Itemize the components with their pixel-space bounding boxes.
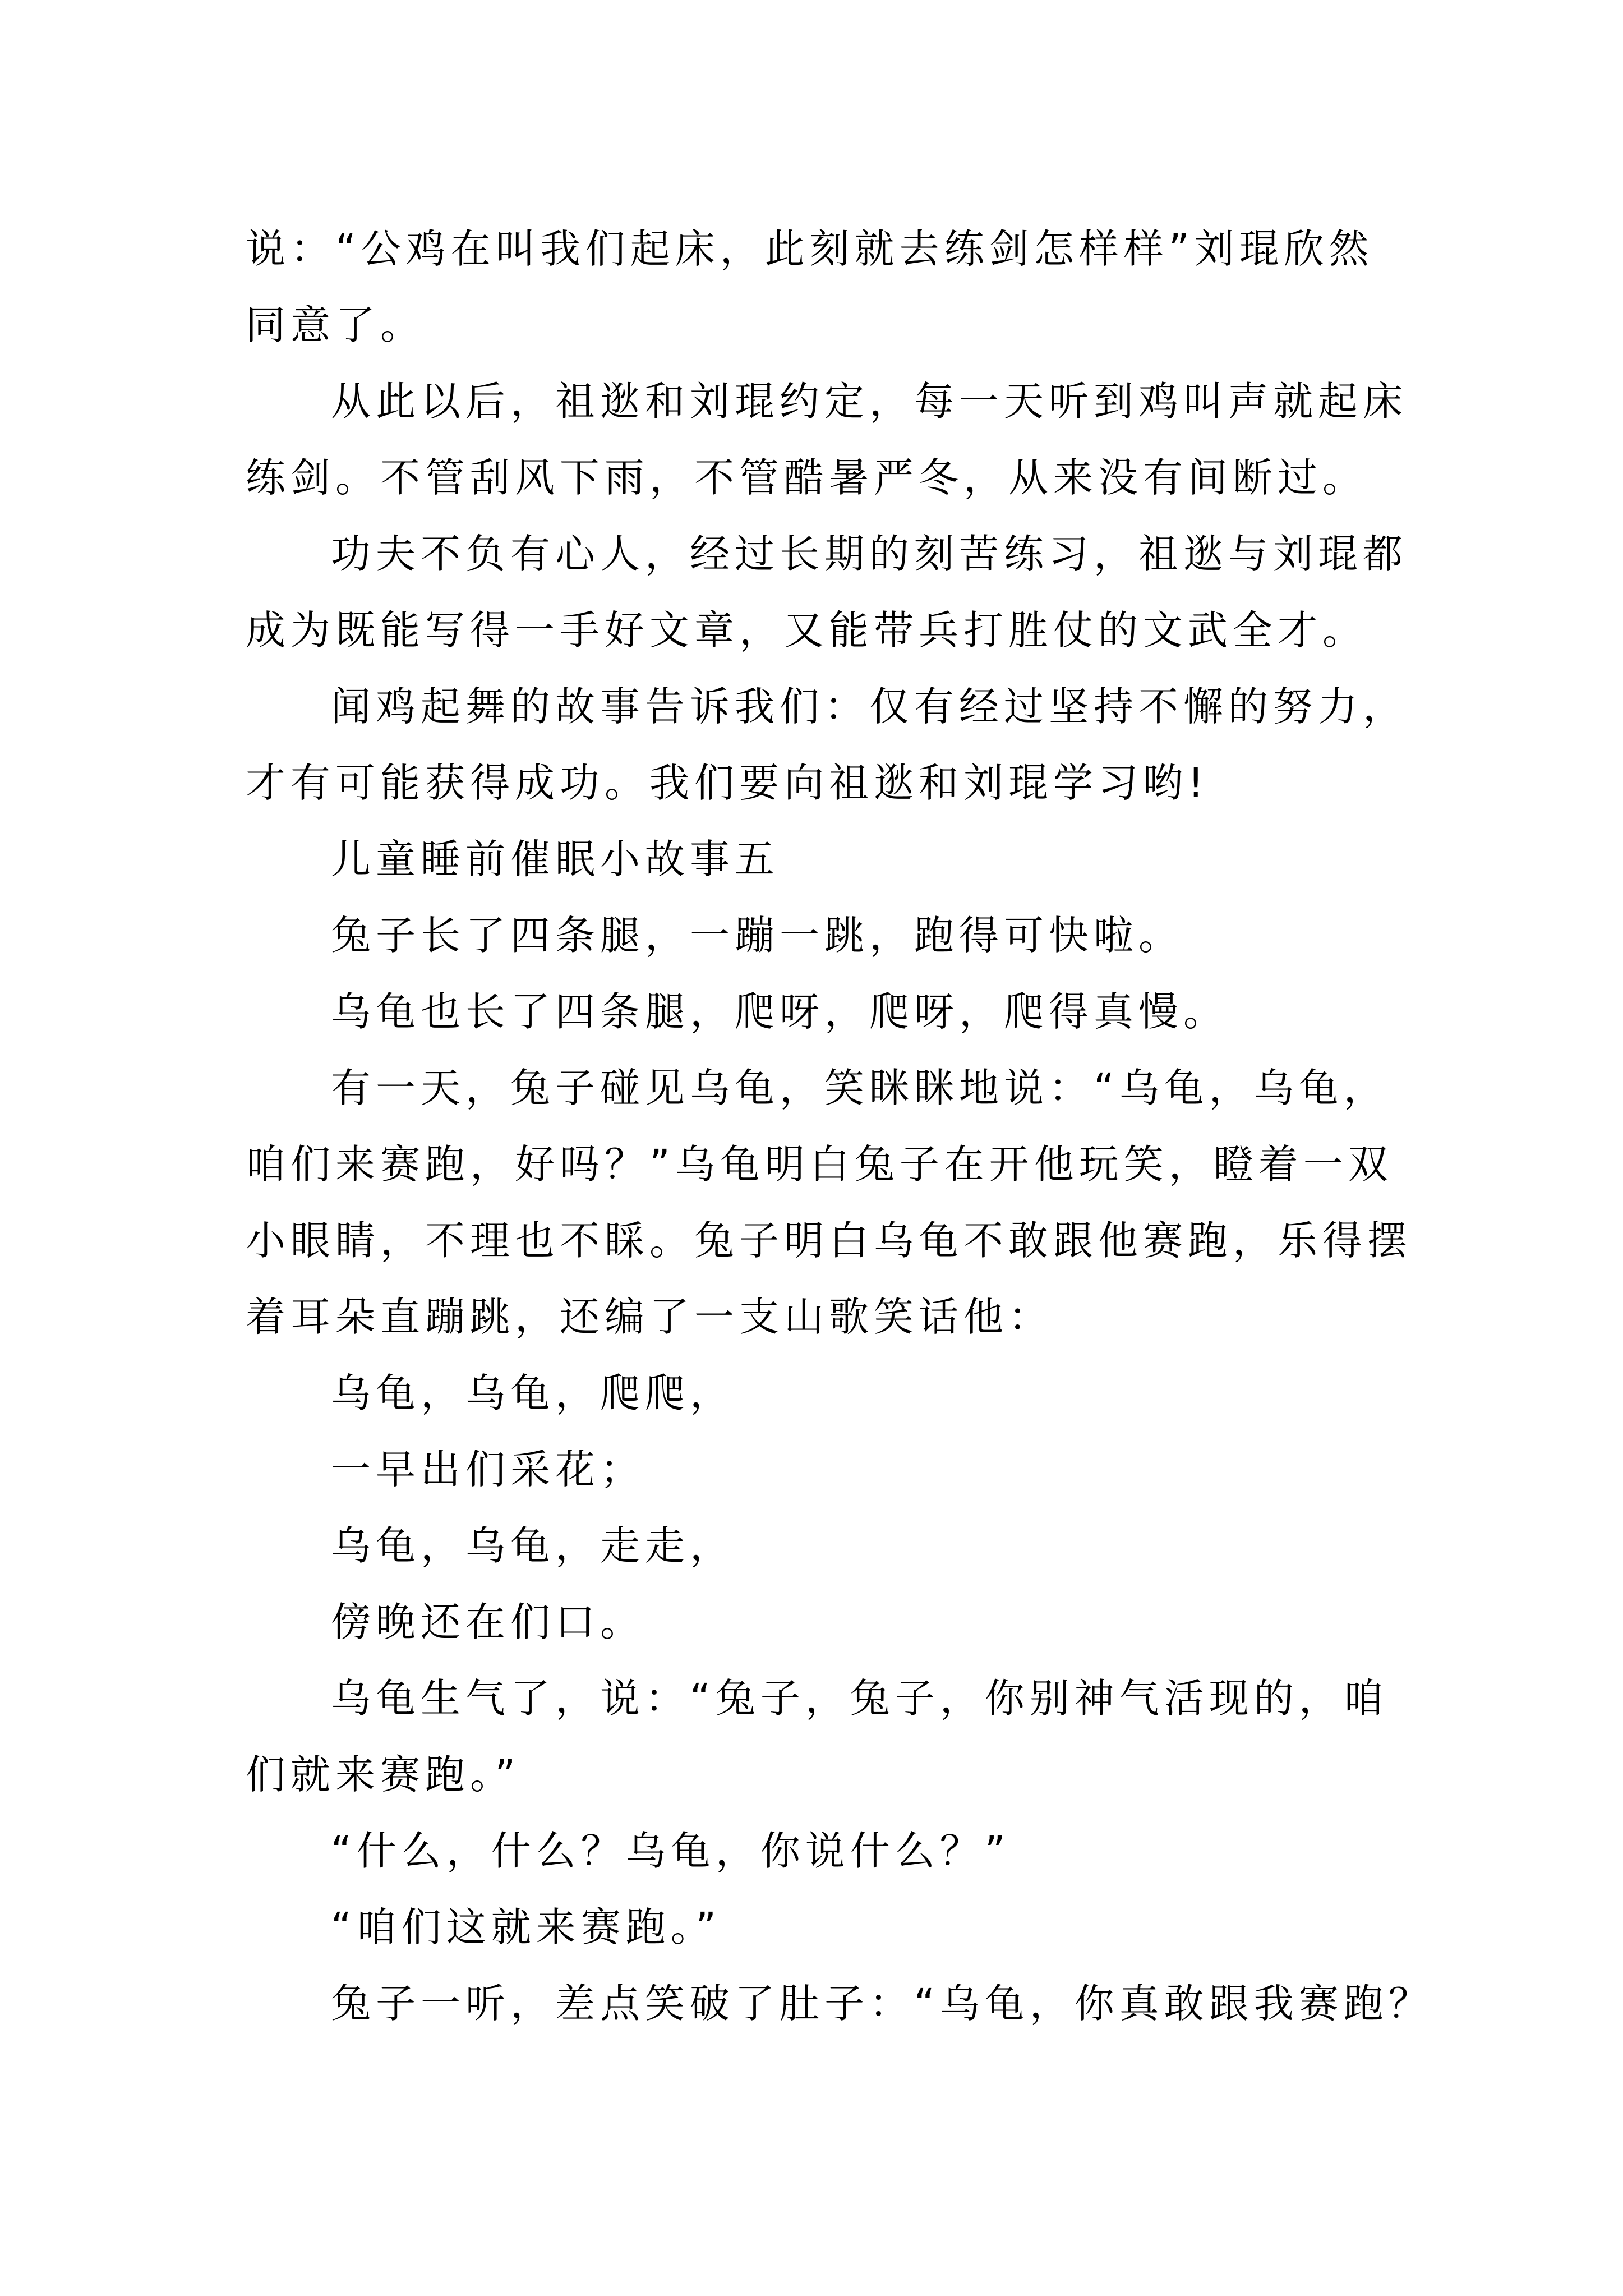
dialogue-line: “什么，什么？乌龟，你说什么？”	[331, 1828, 1011, 1874]
text-line: 们就来赛跑。”	[246, 1751, 521, 1798]
paragraph-start: 功夫不负有心人，经过长期的刻苦练习，祖逖与刘琨都	[331, 531, 1408, 577]
text-line: 小眼睛，不理也不睬。兔子明白乌龟不敢跟他赛跑，乐得摆	[246, 1217, 1413, 1264]
text-line: 才有可能获得成功。我们要向祖逖和刘琨学习哟!	[246, 760, 1209, 806]
verse-line: 乌龟，乌龟，走走，	[331, 1522, 735, 1569]
dialogue-line: “咱们这就来赛跑。”	[331, 1904, 722, 1950]
text-line: 同意了。	[246, 302, 426, 348]
text-line: 着耳朵直蹦跳，还编了一支山歌笑话他：	[246, 1294, 1054, 1340]
verse-line: 一早出们采花；	[331, 1446, 645, 1493]
verse-line: 傍晚还在们口。	[331, 1599, 645, 1645]
paragraph-start: 兔子一听，差点笑破了肚子：“乌龟，你真敢跟我赛跑？	[331, 1980, 1433, 2027]
text-line: 说：“公鸡在叫我们起床，此刻就去练剑怎样样”刘琨欣然	[246, 226, 1374, 272]
text-line: 成为既能写得一手好文章，又能带兵打胜仗的文武全才。	[246, 607, 1368, 654]
paragraph-start: 闻鸡起舞的故事告诉我们：仅有经过坚持不懈的努力，	[331, 683, 1408, 730]
text-line: 咱们来赛跑，好吗？”乌龟明白兔子在开他玩笑，瞪着一双	[246, 1141, 1393, 1188]
paragraph-start: 乌龟也长了四条腿，爬呀，爬呀，爬得真慢。	[331, 988, 1229, 1035]
paragraph-start: 有一天，兔子碰见乌龟，笑眯眯地说：“乌龟，乌龟，	[331, 1065, 1389, 1111]
paragraph-start: 从此以后，祖逖和刘琨约定，每一天听到鸡叫声就起床	[331, 378, 1408, 425]
verse-line: 乌龟，乌龟，爬爬，	[331, 1370, 735, 1416]
section-heading: 儿童睡前催眠小故事五	[331, 836, 780, 882]
paragraph-start: 兔子长了四条腿，一蹦一跳，跑得可快啦。	[331, 912, 1184, 959]
paragraph-start: 乌龟生气了，说：“兔子，兔子，你别神气活现的，咱	[331, 1675, 1389, 1722]
text-line: 练剑。不管刮风下雨，不管酷暑严冬，从来没有间断过。	[246, 454, 1368, 501]
document-page	[246, 211, 1433, 2042]
